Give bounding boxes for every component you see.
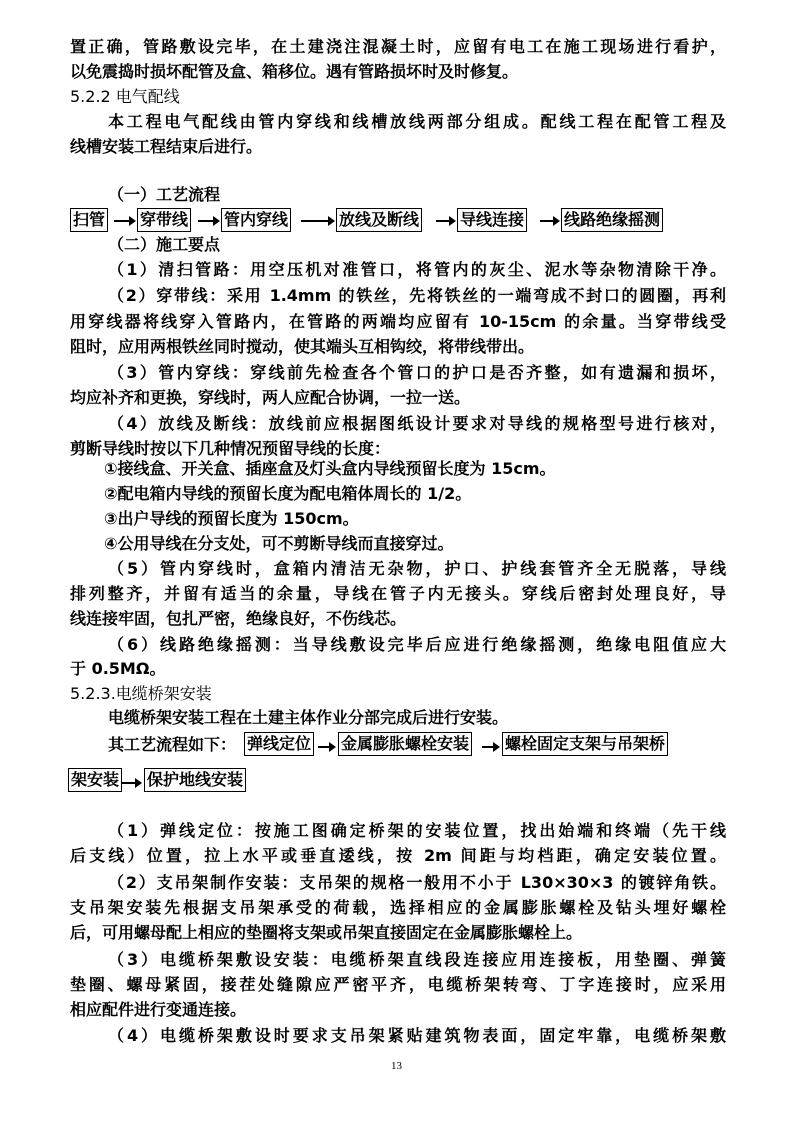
- text-line: （5）管内穿线时，盒箱内清洁无杂物，护口、护线套管齐全无脱落，导线: [108, 559, 726, 578]
- text-line: 相应配件进行变通连接。: [70, 1000, 247, 1019]
- process-flow-tray: [0, 732, 793, 758]
- text-line: （1）弹线定位：按施工图确定桥架的安装位置，找出始端和终端（先干线: [108, 821, 726, 840]
- process-flow-tray-cont: [0, 768, 793, 794]
- text-line: 线连接牢固，包扎严密，绝缘良好，不伤线芯。: [70, 609, 407, 628]
- text-line: 电缆桥架安装工程在土建主体作业分部完成后进行安装。: [108, 708, 509, 727]
- text-line: 线槽安装工程结束后进行。: [70, 137, 263, 156]
- arrow-right-icon: [540, 220, 558, 222]
- process-flow-wiring: [0, 208, 793, 234]
- section-heading: 5.2.2 电气配线: [70, 87, 180, 106]
- text-line: 均应补齐和更换，穿线时，两人应配合协调，一拉一送。: [70, 388, 471, 407]
- flow-step: 放线及断线: [336, 208, 422, 232]
- text-line: 后，可用螺母配上相应的垫圈将支架或吊架直接固定在金属膨胀螺栓上。: [70, 923, 583, 942]
- list-item: ③出户导线的预留长度为 150cm。: [104, 509, 359, 528]
- arrow-right-icon: [122, 782, 140, 784]
- text-line: 其工艺流程如下：: [108, 735, 237, 754]
- arrow-right-icon: [318, 746, 334, 748]
- text-line: （3）电缆桥架敷设安装：电缆桥架直线段连接应用连接板，用垫圈、弹簧: [108, 950, 726, 969]
- text-line: 阻时，应用两根铁丝同时搅动，使其端头互相钩绞，将带线带出。: [70, 337, 535, 356]
- text-line: 以免震捣时损坏配管及盒、箱移位。遇有管路损坏时及时修复。: [70, 62, 519, 81]
- text-line: 后支线）位置，拉上水平或垂直逶线，按 2m 间距与均档距，确定安装位置。: [70, 846, 726, 865]
- text-line: （6）线路绝缘摇测：当导线敷设完毕后应进行绝缘摇测，绝缘电阻值应大: [108, 635, 726, 654]
- list-item: ④公用导线在分支处，可不剪断导线而直接穿过。: [104, 534, 454, 553]
- flow-step: 架安装: [68, 768, 122, 792]
- text-line: 剪断导线时按以下几种情况预留导线的长度：: [70, 439, 391, 458]
- text-line: （3）管内穿线：穿线前先检查各个管口的护口是否齐整，如有遗漏和损坏，: [108, 363, 726, 382]
- text-line: 置正确，管路敷设完毕，在土建浇注混凝土时，应留有电工在施工现场进行看护，: [70, 37, 726, 56]
- flow-step: 保护地线安装: [144, 768, 246, 792]
- arrow-right-icon: [436, 220, 454, 222]
- text-line: 于 0.5MΩ。: [70, 659, 166, 678]
- flow-step: 线路绝缘摇测: [561, 208, 663, 232]
- flow-step: 穿带线: [137, 208, 191, 232]
- text-line: 排列整齐，并留有适当的余量，导线在管子内无接头。穿线后密封处理良好，导: [70, 584, 726, 603]
- flow-step: 金属膨胀螺栓安装: [338, 732, 472, 756]
- subheading: （二）施工要点: [108, 235, 221, 254]
- text-line: 支吊架安装先根据支吊架承受的荷载，选择相应的金属膨胀螺栓及钻头埋好螺栓: [70, 898, 726, 917]
- arrow-right-icon: [114, 220, 134, 222]
- page-number: 13: [391, 1060, 402, 1072]
- arrow-right-icon: [198, 220, 218, 222]
- text-line: 本工程电气配线由管内穿线和线槽放线两部分组成。配线工程在配管工程及: [108, 112, 726, 131]
- section-heading: 5.2.3.电缆桥架安装: [70, 684, 212, 703]
- flow-step: 管内穿线: [221, 208, 291, 232]
- text-line: （1）清扫管路：用空压机对准管口，将管内的灰尘、泥水等杂物清除干净。: [108, 260, 726, 279]
- text-line: （2）支吊架制作安装：支吊架的规格一般用不小于 L30×30×3 的镀锌角铁。: [108, 873, 726, 892]
- flow-step: 弹线定位: [244, 732, 314, 756]
- text-line: 垫圈、螺母紧固，接茬处缝隙应严密平齐，电缆桥架转弯、丁字连接时，应采用: [70, 975, 726, 994]
- subheading: （一）工艺流程: [108, 185, 221, 204]
- arrow-right-icon: [301, 220, 333, 222]
- arrow-right-icon: [482, 746, 498, 748]
- text-line: （4）放线及断线：放线前应根据图纸设计要求对导线的规格型号进行核对，: [108, 414, 726, 433]
- list-item: ②配电箱内导线的预留长度为配电箱体周长的 1/2。: [104, 484, 472, 503]
- list-item: ①接线盒、开关盒、插座盒及灯头盒内导线预留长度为 15cm。: [104, 459, 556, 478]
- flow-step: 螺栓固定支架与吊架桥: [502, 732, 668, 756]
- text-line: 用穿线器将线穿入管路内，在管路的两端均应留有 10-15cm 的余量。当穿带线受: [70, 312, 726, 331]
- flow-step: 扫管: [70, 208, 108, 232]
- text-line: （2）穿带线：采用 1.4mm 的铁丝，先将铁丝的一端弯成不封口的圆圈，再利: [108, 286, 726, 305]
- flow-step: 导线连接: [457, 208, 527, 232]
- text-line: （4）电缆桥架敷设时要求支吊架紧贴建筑物表面，固定牢靠，电缆桥架敷: [108, 1026, 726, 1045]
